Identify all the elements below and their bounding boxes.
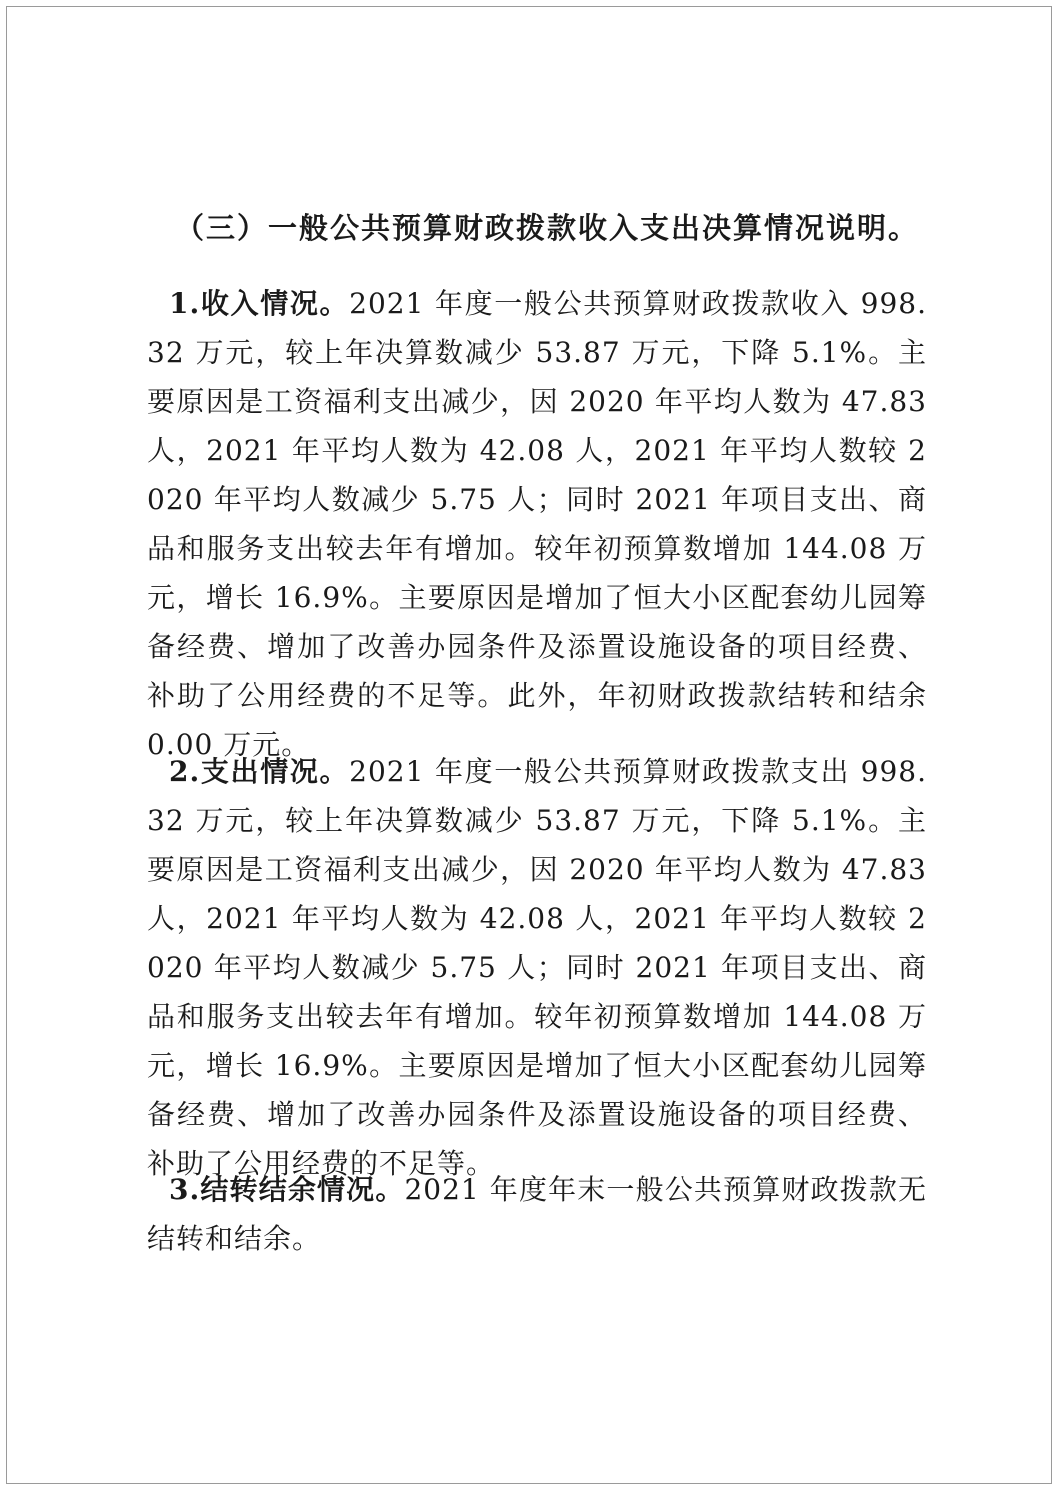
expense-body: 2021 年度一般公共预算财政拨款支出 998.32 万元，较上年决算数减少 53.87 万元，下降 5.1%。主要原因是工资福利支出减少，因 2020 年平均人数为 47.83 人，2021 年平均人数为 42.08 人，2021 年平均人数较 2020 年平均人数减少 5.75 人；同时 2021 年项目支出、商品和服务支出较去年有增加。较年初预算数增加 144.08 万元，增长 16.9%。主要原因是增加了恒大小区配套幼儿园筹备经费、增加了改善办园条件及添置设施设备的项目经费、补助了公用经费的不足等。	[147, 755, 928, 1180]
carryover-lead: 3.结转结余情况。	[169, 1173, 405, 1206]
section-heading: （三）一般公共预算财政拨款收入支出决算情况说明。	[175, 211, 920, 245]
expense-lead: 2.支出情况。	[169, 755, 350, 788]
income-paragraph	[147, 279, 927, 769]
document-page	[6, 6, 1052, 1484]
income-lead: 1.收入情况。	[169, 287, 350, 320]
carryover-paragraph	[147, 1165, 927, 1263]
carryover-body: 2021 年度年末一般公共预算财政拨款无结转和结余。	[147, 1173, 927, 1255]
expense-paragraph	[147, 747, 927, 1188]
income-body: 2021 年度一般公共预算财政拨款收入 998.32 万元，较上年决算数减少 53.87 万元，下降 5.1%。主要原因是工资福利支出减少，因 2020 年平均人数为 47.83 人，2021 年平均人数为 42.08 人，2021 年平均人数较 2020 年平均人数减少 5.75 人；同时 2021 年项目支出、商品和服务支出较去年有增加。较年初预算数增加 144.08 万元，增长 16.9%。主要原因是增加了恒大小区配套幼儿园筹备经费、增加了改善办园条件及添置设施设备的项目经费、补助了公用经费的不足等。此外，年初财政拨款结转和结余 0.00 万元。	[147, 287, 928, 761]
